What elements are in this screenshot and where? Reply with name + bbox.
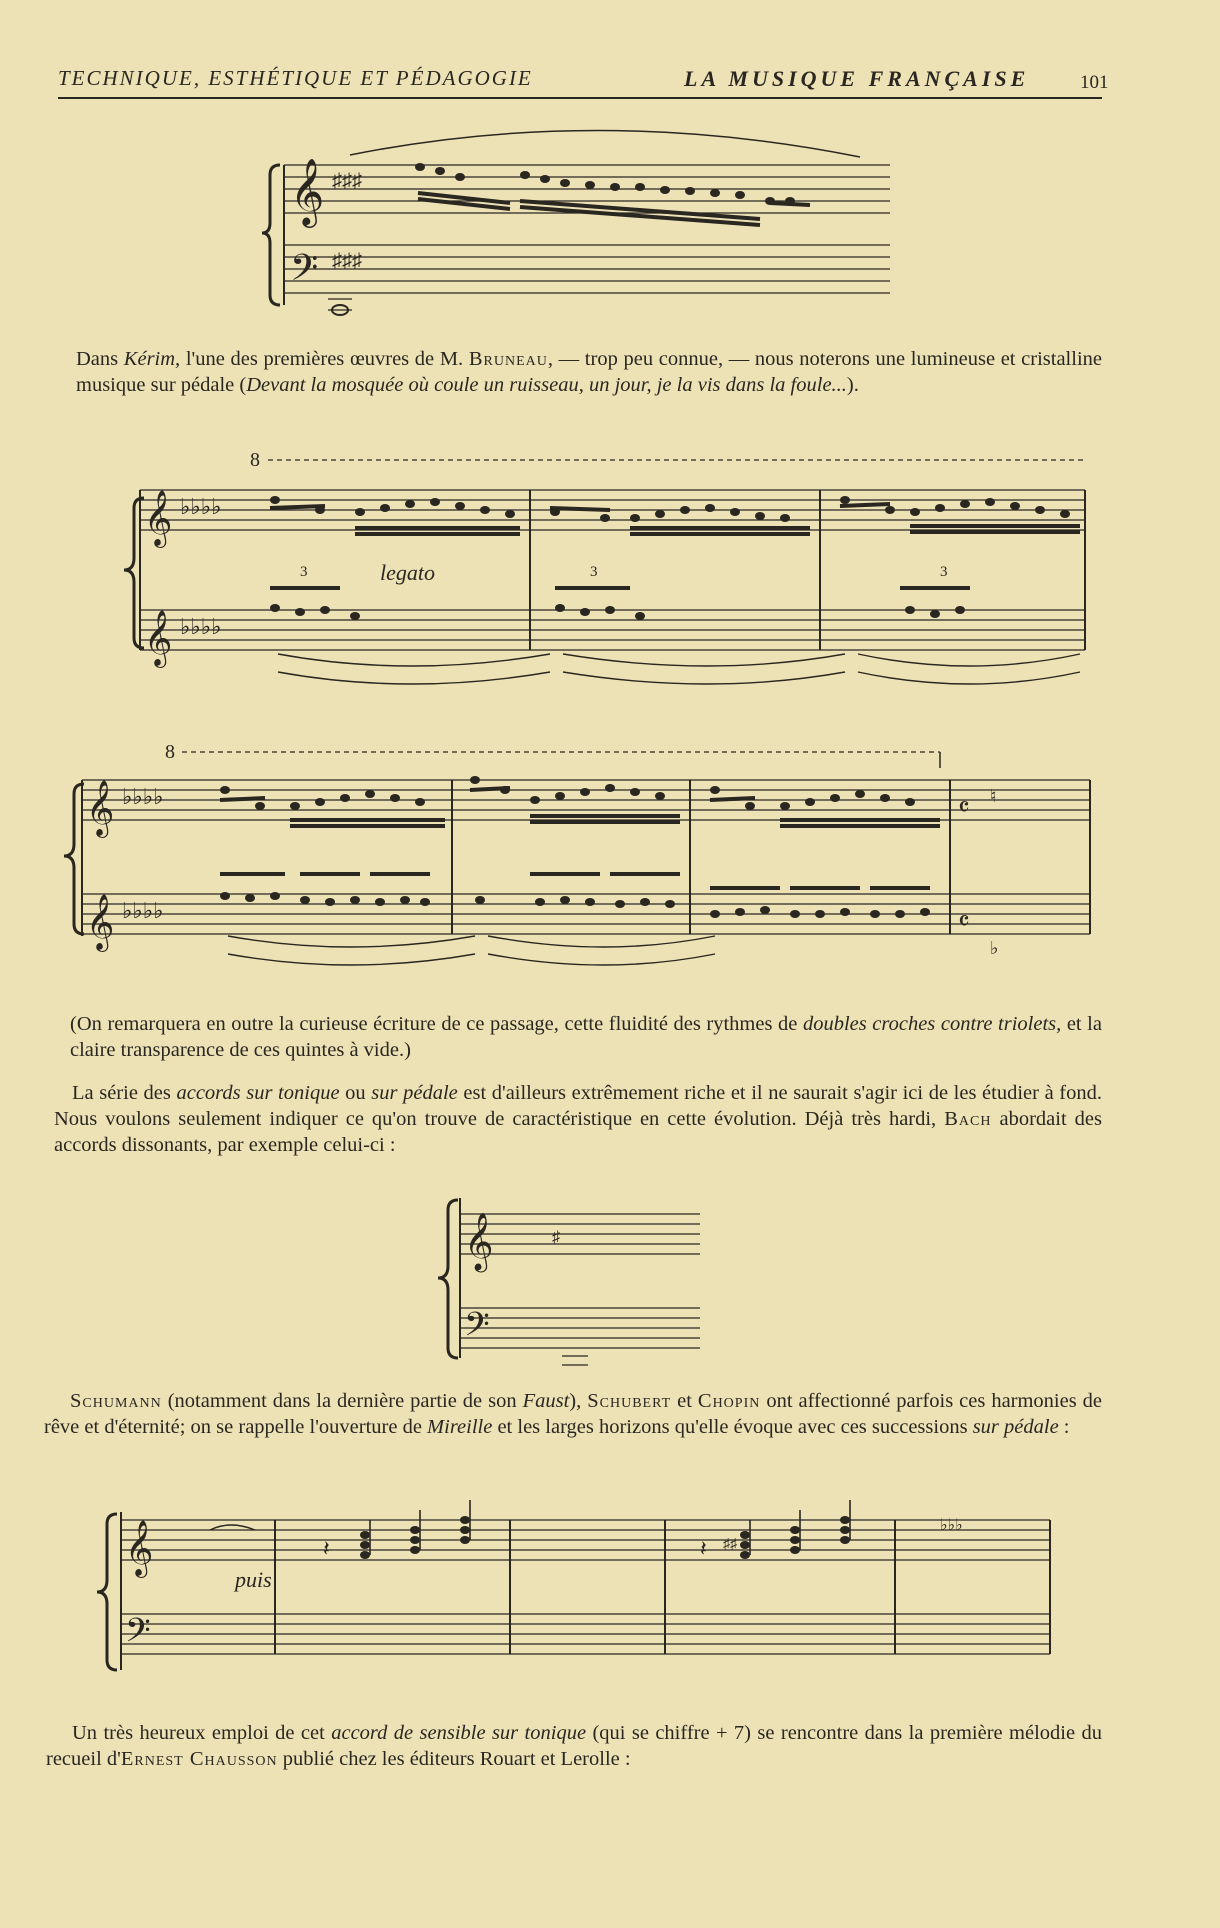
svg-text:𝄞: 𝄞	[144, 492, 173, 545]
svg-text:𝄞: 𝄞	[125, 1522, 154, 1575]
svg-text:♭: ♭	[990, 938, 999, 958]
svg-text:𝄞: 𝄞	[144, 612, 173, 665]
svg-text:♯♯♯: ♯♯♯	[332, 170, 362, 192]
running-header-right: LA MUSIQUE FRANÇAISE	[684, 66, 1030, 91]
svg-text:𝄞: 𝄞	[86, 782, 115, 835]
svg-text:3: 3	[300, 564, 308, 580]
svg-text:♭♭♭♭: ♭♭♭♭	[122, 898, 164, 923]
header-rule	[58, 97, 1102, 99]
music-example-2	[110, 448, 1090, 708]
svg-text:𝄢: 𝄢	[125, 1612, 151, 1657]
svg-text:𝄴: 𝄴	[958, 907, 970, 936]
music-example-bach-chord	[440, 1180, 710, 1380]
svg-text:𝄴: 𝄴	[958, 793, 970, 822]
svg-text:𝄞: 𝄞	[464, 1213, 494, 1269]
music-example-mireille	[95, 1490, 1070, 1710]
running-header-left: TECHNIQUE, ESTHÉTIQUE ET PÉDAGOGIE	[58, 66, 533, 90]
paragraph-accords: La série des accords sur tonique ou sur pédale est d'ailleurs extrêmement riche et il ne saurait s'agir ici de les étudier à fond. Nous voulons seulement indiquer ce qu'on trouve de caractéristique en cette évolution. Déjà très hardi, Bach abordait des accords dissonants, par exemple celui-ci :	[54, 1082, 1102, 1156]
svg-text:8: 8	[250, 449, 260, 471]
svg-text:♮: ♮	[990, 786, 997, 806]
paragraph-chausson: Un très heureux emploi de cet accord de sensible sur tonique (qui se chiffre + 7) se rencontre dans la première mélodie du recueil d'Ernest Chausson publié chez les éditeurs Rouart et Lerolle :	[46, 1722, 1102, 1770]
svg-text:𝄢: 𝄢	[464, 1306, 490, 1351]
paragraph-kerim: Dans Kérim, l'une des premières œuvres de M. Bruneau, — trop peu connue, — nous noterons une lumineuse et cristalline musique sur pédale (Devant la mosquée où coule un ruisseau, un jour, je la vis dans la foule...).	[76, 348, 1102, 396]
paragraph-remark: (On remarquera en outre la curieuse écriture de ce passage, cette fluidité des rythmes de doubles croches contre triolets, et la claire transparence de ces quintes à vide.)	[70, 1013, 1102, 1061]
svg-text:♯: ♯	[552, 1229, 560, 1246]
svg-text:♭♭♭♭: ♭♭♭♭	[180, 494, 222, 519]
svg-text:𝄞: 𝄞	[290, 159, 325, 224]
svg-text:𝄽: 𝄽	[700, 1536, 707, 1561]
puis-mark: puis	[235, 1567, 272, 1592]
svg-text:8: 8	[165, 741, 175, 763]
svg-text:♭♭♭: ♭♭♭	[940, 1517, 963, 1534]
svg-text:♭♭♭♭: ♭♭♭♭	[180, 614, 222, 639]
svg-text:3: 3	[940, 564, 948, 580]
svg-text:𝄢: 𝄢	[290, 248, 319, 297]
legato-mark: legato	[380, 560, 435, 585]
svg-text:♯♯: ♯♯	[723, 1537, 737, 1552]
svg-text:3: 3	[590, 564, 598, 580]
page-number: 101	[1080, 72, 1109, 93]
svg-text:𝄞: 𝄞	[86, 896, 115, 949]
svg-text:𝄽: 𝄽	[323, 1536, 330, 1561]
music-example-1	[270, 135, 900, 325]
paragraph-schumann: Schumann (notamment dans la dernière partie de son Faust), Schubert et Chopin ont affectionné parfois ces harmonies de rêve et d'éternité; on se rappelle l'ouverture de Mireille et les larges horizons qu'elle évoque avec ces successions sur pédale :	[44, 1390, 1103, 1438]
svg-text:♯♯♯: ♯♯♯	[332, 250, 362, 272]
music-example-3	[60, 741, 1100, 994]
svg-text:♭♭♭♭: ♭♭♭♭	[122, 784, 164, 809]
